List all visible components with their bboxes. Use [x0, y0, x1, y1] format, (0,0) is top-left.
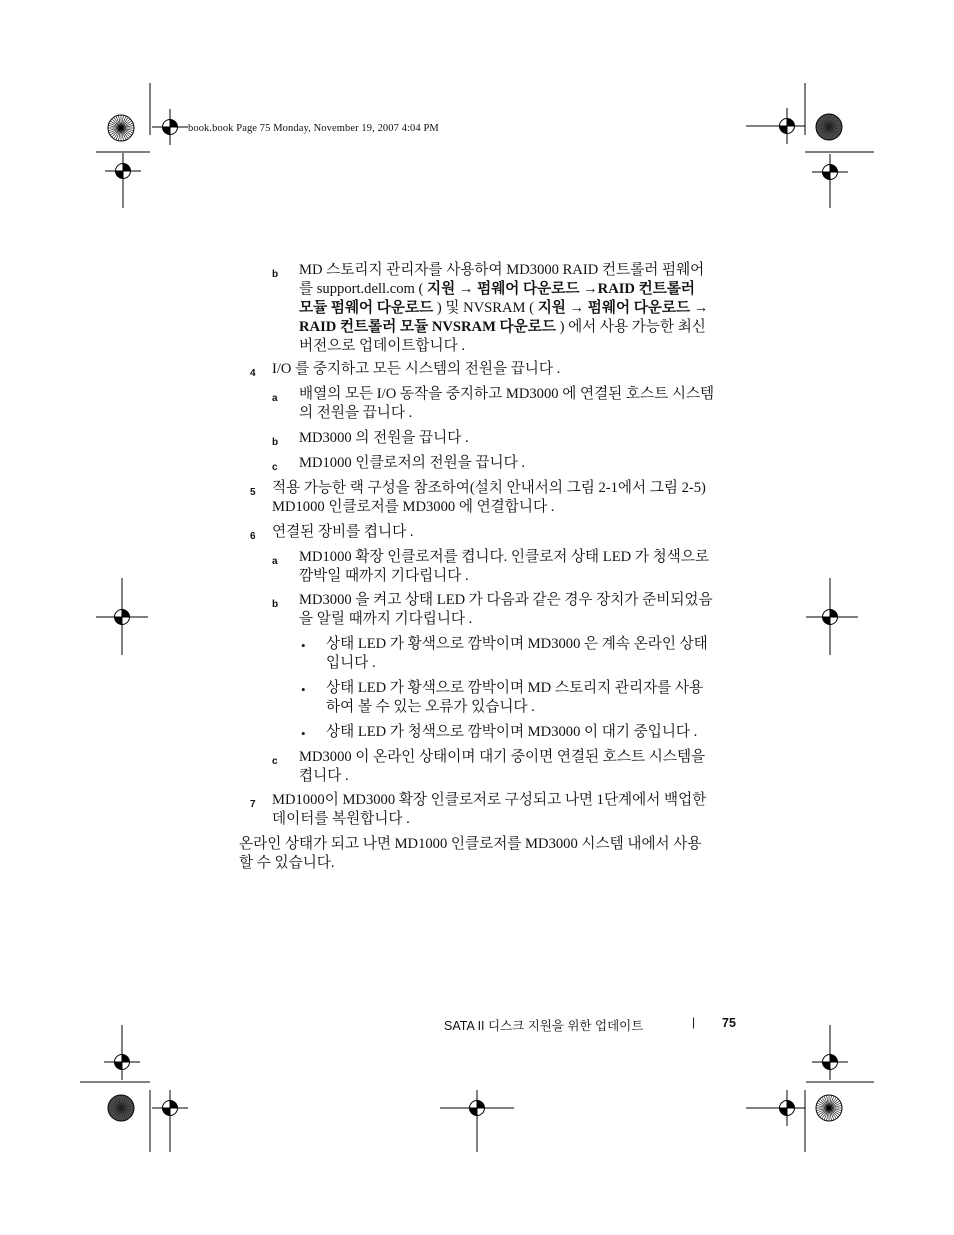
page-number: 75	[722, 1016, 736, 1030]
sub-step-4c: MD1000 인클로저의 전원을 끕니다 .	[299, 455, 526, 471]
text-line: MD1000 확장 인클로저를 켭니다. 인클로저 상태 LED 가 청색으로	[299, 549, 709, 565]
step-6-text: 연결된 장비를 켭니다 .	[272, 524, 414, 540]
text-line: MD3000 이 온라인 상태이며 대기 중이면 연결된 호스트 시스템을	[299, 749, 706, 765]
registration-quadrant	[123, 164, 131, 172]
sub-step-label: a	[272, 393, 278, 404]
text-line: 적용 가능한 랙 구성을 참조하여(설치 안내서의 그림 2-1에서 그림 2-5)	[272, 480, 706, 496]
text-line: 입니다 .	[326, 655, 376, 671]
registration-quadrant	[823, 172, 831, 180]
registration-quadrant	[787, 119, 795, 127]
menu-path: 지원 → 펌웨어 다운로드 →RAID 컨트롤러	[427, 281, 696, 297]
text-line: 데이터를 복원합니다 .	[272, 811, 410, 827]
sub-step-4b: MD3000 의 전원을 끕니다 .	[299, 430, 469, 446]
sub-step-label: b	[272, 599, 279, 610]
text-line: 깜박일 때까지 기다립니다 .	[299, 568, 469, 584]
sub-step-update-firmware	[299, 261, 749, 356]
registration-quadrant	[470, 1108, 478, 1116]
registration-quadrant	[787, 1101, 795, 1109]
bullet-marker: •	[301, 638, 306, 653]
text-line: 을 알릴 때까지 기다립니다 .	[299, 611, 473, 627]
sub-step-6a	[299, 548, 749, 586]
text-run: (	[414, 281, 428, 297]
step-5-text	[272, 479, 747, 517]
registration-quadrant	[170, 1101, 178, 1109]
text-line: MD3000 을 켜고 상태 LED 가 다음과 같은 경우 장치가 준비되었음	[299, 592, 713, 608]
text-line: 버전으로 업데이트합니다 .	[299, 338, 466, 354]
registration-quadrant	[780, 126, 788, 134]
menu-path: 모듈 펌웨어 다운로드	[299, 300, 434, 316]
text-line	[299, 299, 749, 318]
registration-quadrant	[823, 617, 831, 625]
step-number: 6	[250, 531, 256, 542]
registration-quadrant	[170, 120, 178, 128]
step-4-text: I/O 를 중지하고 모든 시스템의 전원을 끕니다 .	[272, 361, 561, 377]
registration-quadrant	[115, 1062, 123, 1070]
sub-step-4a	[299, 385, 749, 423]
sub-step-6b	[299, 591, 749, 629]
registration-quadrant	[122, 1055, 130, 1063]
text-run: ) 에서 사용 가능한 최신	[555, 319, 706, 335]
text-run: ) 및 NVSRAM (	[433, 300, 538, 316]
registration-quadrant	[477, 1101, 485, 1109]
menu-path: RAID 컨트롤러 모듈 NVSRAM 다운로드	[299, 319, 556, 335]
text-line: 온라인 상태가 되고 나면 MD1000 인클로저를 MD3000 시스템 내에서 사용	[239, 836, 702, 852]
registration-quadrant	[163, 127, 171, 135]
registration-quadrant	[116, 171, 124, 179]
registration-quadrant	[830, 610, 838, 618]
text-line	[299, 280, 749, 299]
registration-quadrant	[780, 1108, 788, 1116]
text-line: 의 전원을 끕니다 .	[299, 405, 413, 421]
registration-quadrant	[823, 1062, 831, 1070]
footer-section-title: SATA II 디스크 지원을 위한 업데이트	[444, 1019, 644, 1033]
bullet-marker: •	[301, 726, 306, 741]
text-line: 배열의 모든 I/O 동작을 중지하고 MD3000 에 연결된 호스트 시스템	[299, 386, 715, 402]
step-number: 4	[250, 368, 256, 379]
registration-quadrant	[163, 1108, 171, 1116]
text-line: 상태 LED 가 청색으로 깜박이며 MD3000 이 대기 중입니다 .	[326, 724, 698, 740]
bullet-item	[326, 679, 746, 717]
step-7-text	[272, 791, 747, 829]
sub-step-label: b	[272, 269, 279, 280]
sub-step-label: a	[272, 556, 278, 567]
step-number: 5	[250, 487, 256, 498]
registration-quadrant	[830, 165, 838, 173]
text-line: 켭니다 .	[299, 768, 349, 784]
registration-quadrant	[122, 610, 130, 618]
registration-quadrant	[830, 1055, 838, 1063]
running-head: book.book Page 75 Monday, November 19, 2007 4:04 PM	[188, 123, 439, 134]
text-line: MD1000 인클로저를 MD3000 에 연결합니다 .	[272, 499, 555, 515]
sub-step-label: c	[272, 462, 278, 473]
text-line: MD1000이 MD3000 확장 인클로저로 구성되고 나면 1단계에서 백업한	[272, 792, 707, 808]
menu-path: 지원 → 펌웨어 다운로드 →	[537, 300, 709, 316]
sub-step-label: c	[272, 756, 278, 767]
bullet-item	[326, 723, 746, 742]
support-link-text: support.dell.com	[316, 281, 415, 297]
registration-quadrant	[115, 617, 123, 625]
text-line: 하여 볼 수 있는 오류가 있습니다 .	[326, 699, 535, 715]
text-line: 할 수 있습니다.	[239, 855, 335, 871]
footer-separator: |	[692, 1015, 696, 1029]
sub-step-6c	[299, 748, 749, 786]
text-line: 상태 LED 가 황색으로 깜박이며 MD3000 은 계속 온라인 상태	[326, 636, 708, 652]
text-line	[299, 318, 749, 337]
bullet-marker: •	[301, 682, 306, 697]
sub-step-label: b	[272, 437, 279, 448]
text-line: MD 스토리지 관리자를 사용하여 MD3000 RAID 컨트롤러 펌웨어	[299, 262, 705, 278]
text-run: 를	[299, 281, 317, 297]
text-line: 상태 LED 가 황색으로 깜박이며 MD 스토리지 관리자를 사용	[326, 680, 704, 696]
bullet-item	[326, 635, 746, 673]
step-number: 7	[250, 799, 256, 810]
closing-paragraph	[239, 835, 749, 873]
